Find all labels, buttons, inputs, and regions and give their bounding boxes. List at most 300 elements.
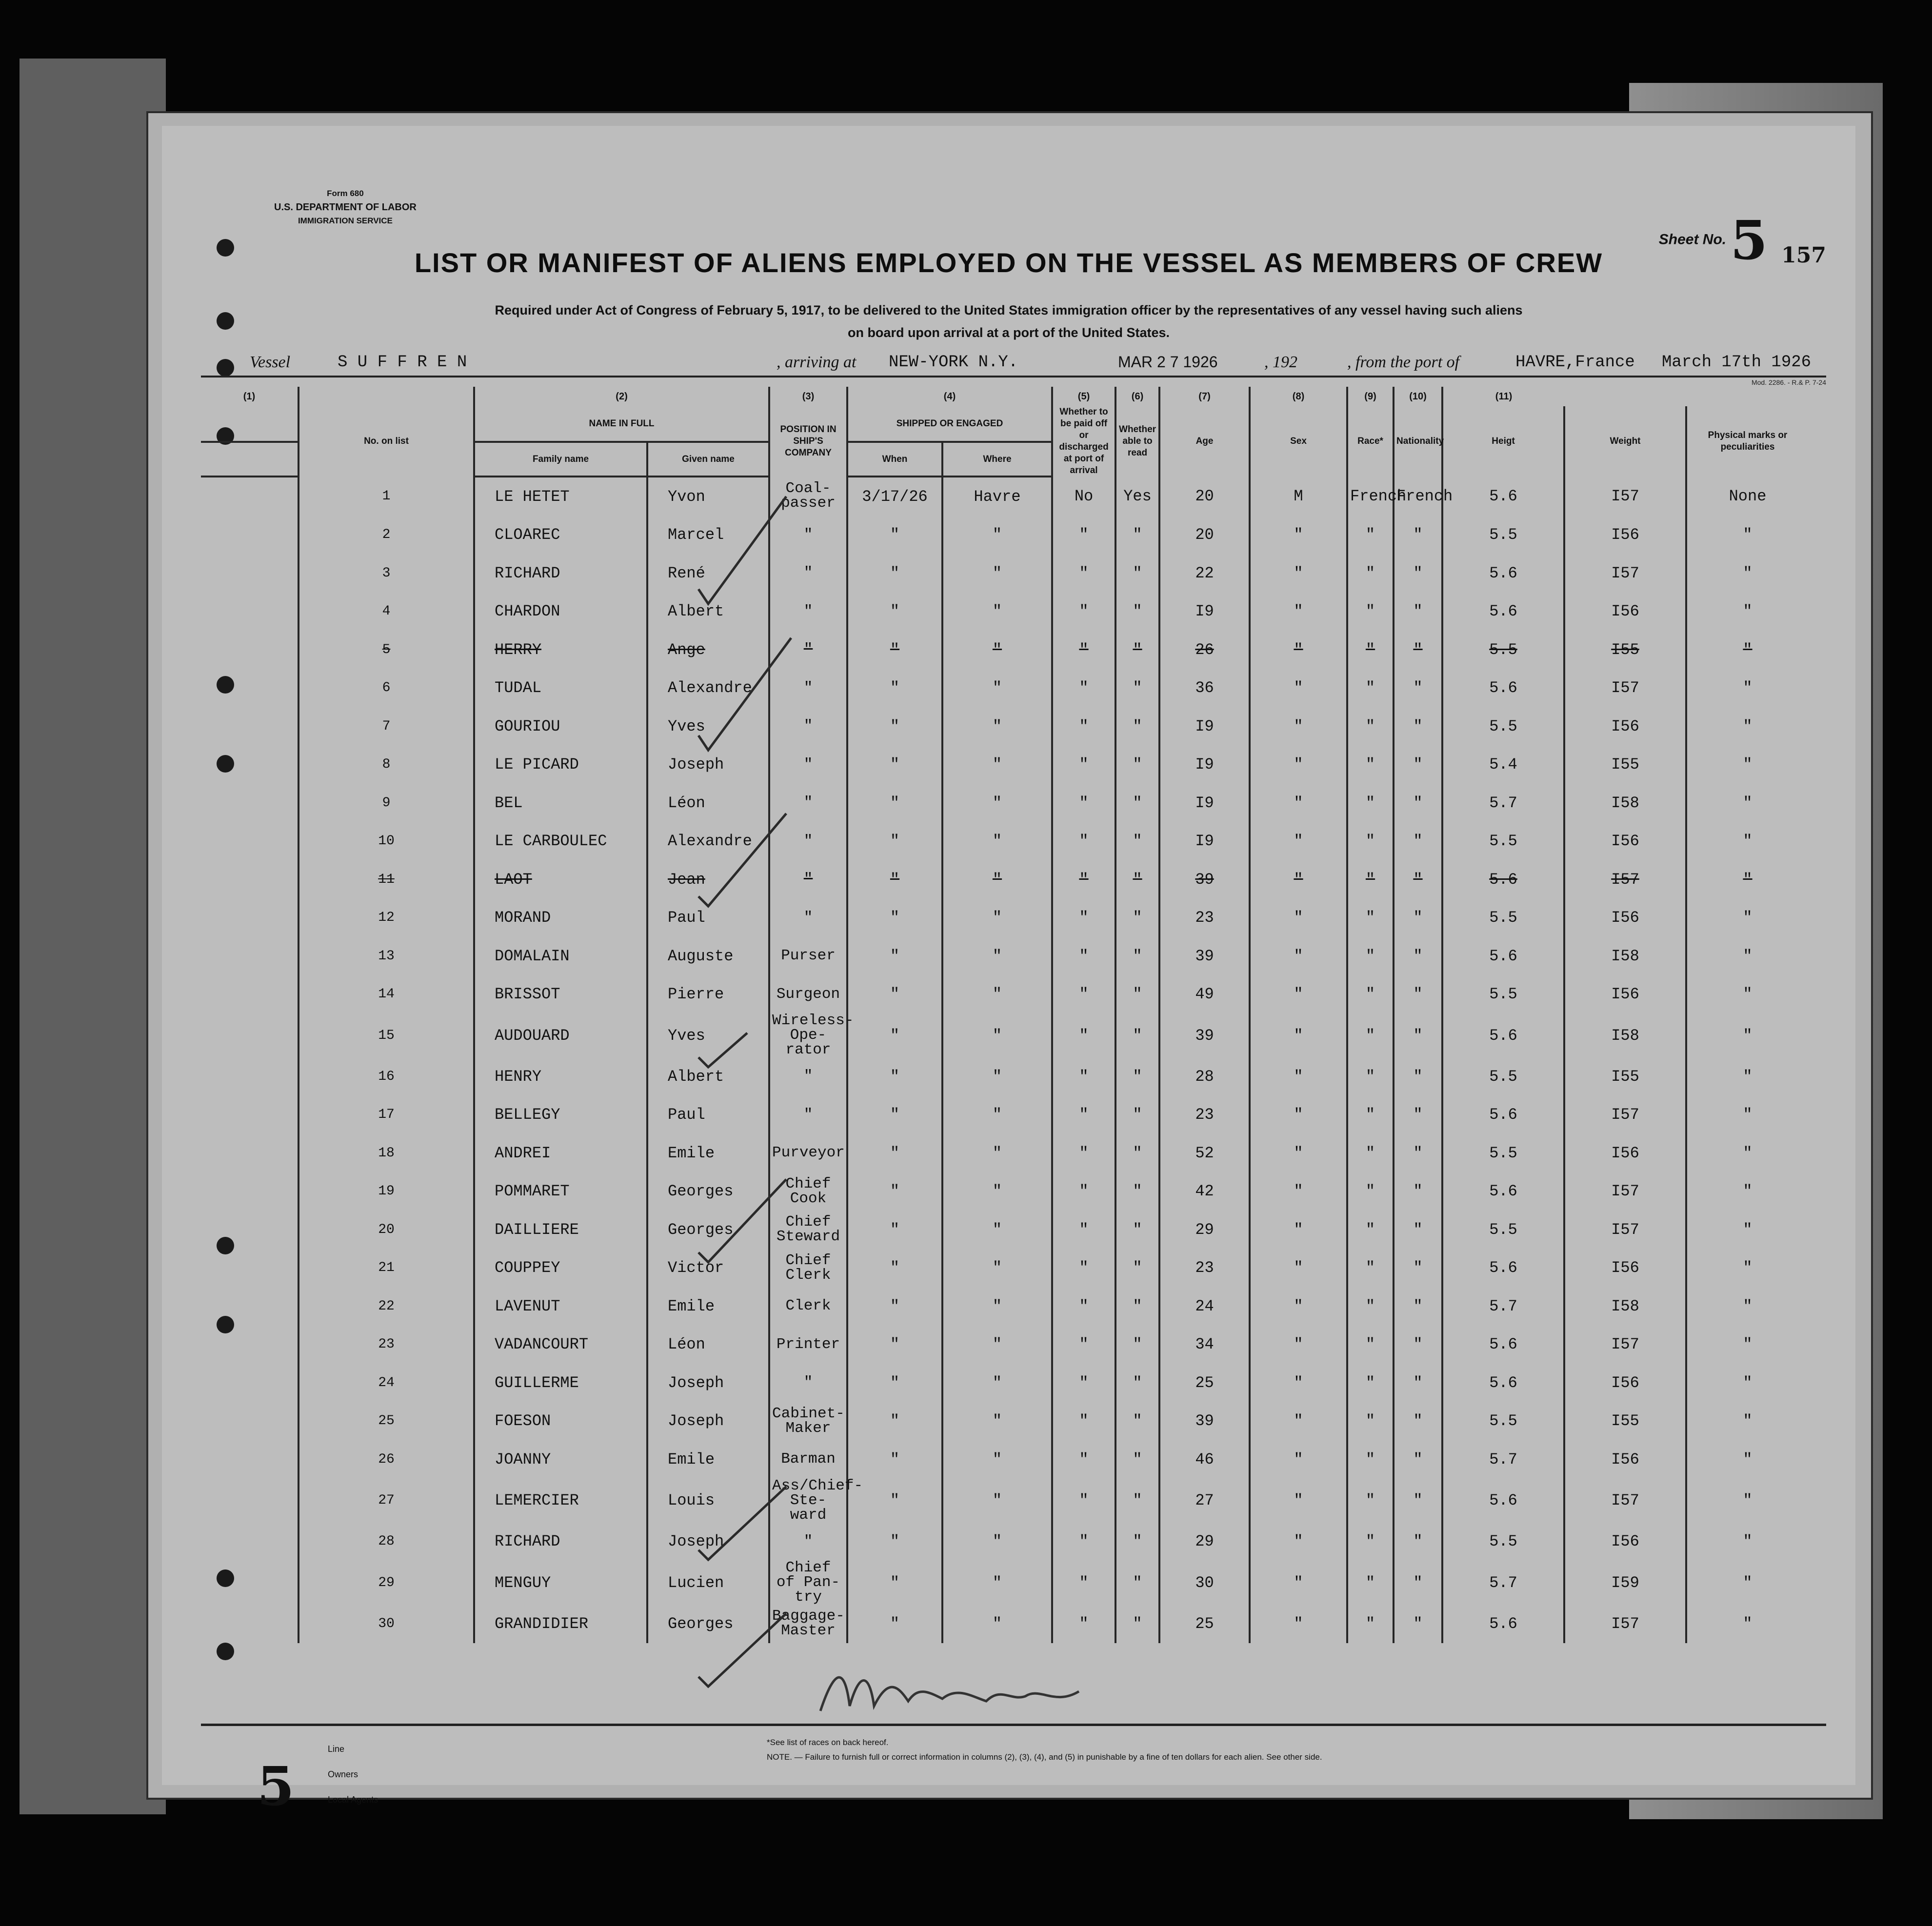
cell-marks: " [1686, 822, 1808, 861]
cell-sex: " [1250, 975, 1347, 1014]
year-label: , 192 [1264, 353, 1297, 371]
cell-nat: " [1394, 554, 1442, 593]
cell-height: 5.6 [1442, 477, 1564, 516]
cell-when: " [847, 1561, 942, 1605]
cell-age: 23 [1159, 1249, 1250, 1288]
cell-no: 17 [299, 1096, 474, 1134]
cell-no: 16 [299, 1057, 474, 1096]
cell-age: 39 [1159, 1402, 1250, 1441]
cell-sex: " [1250, 784, 1347, 822]
cell-sex: " [1250, 516, 1347, 555]
table-row [201, 516, 1808, 555]
cell-read: " [1115, 1364, 1159, 1402]
cell-no: 10 [299, 822, 474, 861]
table-row [201, 937, 1808, 975]
cell-race: " [1347, 554, 1394, 593]
cell-age: 22 [1159, 554, 1250, 593]
cell-weight: I58 [1564, 784, 1686, 822]
weight-heading: Weight [1564, 406, 1686, 477]
cell-given: Emile [647, 1287, 769, 1326]
table-row [201, 631, 1808, 669]
cell-read: " [1115, 1479, 1159, 1523]
cell-family: TUDAL [474, 669, 647, 708]
check-mark [698, 1613, 786, 1687]
cell-where: " [942, 899, 1052, 937]
marks-heading: Physical marks or peculiarities [1686, 406, 1808, 477]
footer-labels [328, 1736, 378, 1812]
table-row [201, 1326, 1808, 1364]
table-row [201, 1057, 1808, 1096]
age-heading: Age [1159, 406, 1250, 477]
department-name: U.S. DEPARTMENT OF LABOR [274, 202, 417, 213]
cell-nat: " [1394, 593, 1442, 631]
cell-marks: None [1686, 477, 1808, 516]
cell-margin [201, 1211, 299, 1249]
cell-read: " [1115, 746, 1159, 784]
cell-paid: " [1052, 1013, 1115, 1057]
cell-race: " [1347, 1211, 1394, 1249]
cell-when: " [847, 631, 942, 669]
table-row [201, 1561, 1808, 1605]
cell-race: " [1347, 1364, 1394, 1402]
cell-family: RICHARD [474, 1523, 647, 1561]
cell-sex: " [1250, 1287, 1347, 1326]
from-port: HAVRE,France [1515, 353, 1635, 372]
cell-where: " [942, 1096, 1052, 1134]
cell-height: 5.5 [1442, 975, 1564, 1014]
position-heading: POSITION IN SHIP'S COMPANY [769, 406, 847, 477]
cell-position: " [769, 554, 847, 593]
cell-marks: " [1686, 1249, 1808, 1288]
cell-age: I9 [1159, 593, 1250, 631]
cell-nat: " [1394, 707, 1442, 746]
cell-family: RICHARD [474, 554, 647, 593]
cell-when: " [847, 822, 942, 861]
cell-nat: " [1394, 899, 1442, 937]
cell-weight: I55 [1564, 746, 1686, 784]
cell-position: " [769, 860, 847, 899]
cell-height: 5.4 [1442, 746, 1564, 784]
cell-marks: " [1686, 1479, 1808, 1523]
cell-read: " [1115, 1057, 1159, 1096]
cell-position: " [769, 1364, 847, 1402]
cell-position: Printer [769, 1326, 847, 1364]
cell-race: " [1347, 516, 1394, 555]
cell-age: 25 [1159, 1364, 1250, 1402]
cell-age: I9 [1159, 822, 1250, 861]
cell-position: Coal-passer [769, 477, 847, 516]
cell-weight: I58 [1564, 1013, 1686, 1057]
table-row [201, 899, 1808, 937]
cell-height: 5.5 [1442, 822, 1564, 861]
cell-sex: " [1250, 1402, 1347, 1441]
cell-paid: " [1052, 669, 1115, 708]
table-row [201, 746, 1808, 784]
cell-margin [201, 1479, 299, 1523]
cell-paid: " [1052, 1287, 1115, 1326]
cell-when: " [847, 593, 942, 631]
cell-weight: I59 [1564, 1561, 1686, 1605]
nationality-heading: Nationality [1394, 406, 1442, 477]
cell-where: " [942, 1287, 1052, 1326]
no-on-list-heading: No. on list [299, 406, 474, 477]
cell-height: 5.7 [1442, 1440, 1564, 1479]
service-name: IMMIGRATION SERVICE [298, 216, 393, 225]
cell-height: 5.6 [1442, 554, 1564, 593]
cell-height: 5.6 [1442, 1096, 1564, 1134]
cell-paid: " [1052, 1172, 1115, 1211]
cell-sex: " [1250, 899, 1347, 937]
cell-given: Paul [647, 1096, 769, 1134]
cell-sex: " [1250, 1096, 1347, 1134]
cell-where: " [942, 1479, 1052, 1523]
cell-nat: " [1394, 631, 1442, 669]
cell-sex: " [1250, 1211, 1347, 1249]
cell-margin [201, 1605, 299, 1643]
cell-margin [201, 707, 299, 746]
punch-hole [217, 1643, 234, 1660]
cell-sex: " [1250, 1013, 1347, 1057]
cell-no: 20 [299, 1211, 474, 1249]
cell-sex: " [1250, 860, 1347, 899]
cell-race: " [1347, 593, 1394, 631]
cell-no: 9 [299, 784, 474, 822]
cell-read: Yes [1115, 477, 1159, 516]
table-row [201, 1364, 1808, 1402]
cell-height: 5.7 [1442, 1287, 1564, 1326]
cell-nat: " [1394, 784, 1442, 822]
cell-where: " [942, 669, 1052, 708]
check-mark [698, 1487, 786, 1560]
cell-age: 39 [1159, 937, 1250, 975]
cell-paid: " [1052, 1479, 1115, 1523]
cell-sex: " [1250, 746, 1347, 784]
cell-read: " [1115, 1402, 1159, 1441]
cell-read: " [1115, 899, 1159, 937]
cell-weight: I57 [1564, 860, 1686, 899]
cell-marks: " [1686, 1605, 1808, 1643]
cell-given: Yves [647, 1013, 769, 1057]
cell-sex: " [1250, 669, 1347, 708]
cell-marks: " [1686, 784, 1808, 822]
cell-when: " [847, 516, 942, 555]
cell-no: 26 [299, 1440, 474, 1479]
vessel-label: Vessel [250, 353, 291, 371]
cell-paid: " [1052, 516, 1115, 555]
cell-given: Léon [647, 784, 769, 822]
cell-position: Baggage-Master [769, 1605, 847, 1643]
col-num-6: (6) [1115, 387, 1159, 406]
cell-sex: " [1250, 1172, 1347, 1211]
cell-height: 5.6 [1442, 1364, 1564, 1402]
cell-no: 5 [299, 631, 474, 669]
cell-where: " [942, 1402, 1052, 1441]
cell-sex: " [1250, 1364, 1347, 1402]
cell-position: Chief of Pan-try [769, 1561, 847, 1605]
cell-race: " [1347, 669, 1394, 708]
margin-heading [201, 406, 299, 442]
cell-when: " [847, 860, 942, 899]
cell-where: " [942, 860, 1052, 899]
cell-when: " [847, 1211, 942, 1249]
cell-no: 7 [299, 707, 474, 746]
cell-no: 8 [299, 746, 474, 784]
cell-height: 5.6 [1442, 1479, 1564, 1523]
cell-paid: " [1052, 1605, 1115, 1643]
cell-margin [201, 937, 299, 975]
cell-where: " [942, 1134, 1052, 1172]
cell-position: " [769, 822, 847, 861]
cell-age: 23 [1159, 1096, 1250, 1134]
cell-sex: " [1250, 1326, 1347, 1364]
departure-date: March 17th 1926 [1662, 353, 1812, 372]
cell-position: Purveyor [769, 1134, 847, 1172]
cell-paid: " [1052, 822, 1115, 861]
cell-when: 3/17/26 [847, 477, 942, 516]
cell-race: " [1347, 1096, 1394, 1134]
cell-paid: " [1052, 784, 1115, 822]
cell-weight: I58 [1564, 937, 1686, 975]
cell-given: Georges [647, 1605, 769, 1643]
cell-height: 5.5 [1442, 707, 1564, 746]
cell-race: " [1347, 975, 1394, 1014]
column-number-row [201, 387, 1808, 406]
cell-sex: " [1250, 1057, 1347, 1096]
cell-paid: " [1052, 1561, 1115, 1605]
table-row [201, 707, 1808, 746]
table-row [201, 669, 1808, 708]
cell-read: " [1115, 669, 1159, 708]
cell-no: 23 [299, 1326, 474, 1364]
table-row [201, 1211, 1808, 1249]
cell-race: " [1347, 1287, 1394, 1326]
cell-family: BELLEGY [474, 1096, 647, 1134]
cell-height: 5.6 [1442, 1326, 1564, 1364]
cell-where: " [942, 1057, 1052, 1096]
cell-family: COUPPEY [474, 1249, 647, 1288]
cell-when: " [847, 1249, 942, 1288]
table-row [201, 1134, 1808, 1172]
cell-height: 5.6 [1442, 937, 1564, 975]
cell-position: " [769, 784, 847, 822]
col-num-8: (8) [1250, 387, 1347, 406]
column-heading-row [201, 406, 1808, 442]
table-row [201, 1440, 1808, 1479]
cell-when: " [847, 784, 942, 822]
cell-paid: " [1052, 554, 1115, 593]
cell-when: " [847, 1013, 942, 1057]
bottom-rule [201, 1724, 1826, 1726]
cell-race: " [1347, 899, 1394, 937]
cell-marks: " [1686, 860, 1808, 899]
cell-paid: " [1052, 1057, 1115, 1096]
table-row [201, 1249, 1808, 1288]
cell-where: " [942, 1172, 1052, 1211]
cell-age: 49 [1159, 975, 1250, 1014]
cell-marks: " [1686, 1096, 1808, 1134]
cell-marks: " [1686, 1172, 1808, 1211]
cell-sex: " [1250, 822, 1347, 861]
cell-paid: " [1052, 707, 1115, 746]
when-heading: When [847, 442, 942, 477]
cell-when: " [847, 1057, 942, 1096]
cell-age: 46 [1159, 1440, 1250, 1479]
cell-sex: " [1250, 593, 1347, 631]
cell-marks: " [1686, 1523, 1808, 1561]
cell-where: " [942, 937, 1052, 975]
cell-family: POMMARET [474, 1172, 647, 1211]
cell-paid: " [1052, 1326, 1115, 1364]
cell-no: 22 [299, 1287, 474, 1326]
cell-race: French [1347, 477, 1394, 516]
cell-read: " [1115, 975, 1159, 1014]
cell-position: Barman [769, 1440, 847, 1479]
col-num-5: (5) [1052, 387, 1115, 406]
height-heading: Heigt [1442, 406, 1564, 477]
cell-position: Purser [769, 937, 847, 975]
col-num-3: (3) [769, 387, 847, 406]
table-row [201, 477, 1808, 516]
penalty-note: NOTE. — Failure to furnish full or correct information in columns (2), (3), (4), and (5) in punishable by a fine of ten dollars for each alien. See other side. [767, 1752, 1322, 1762]
cell-family: ANDREI [474, 1134, 647, 1172]
cell-no: 28 [299, 1523, 474, 1561]
cell-given: Ange [647, 631, 769, 669]
cell-given: Georges [647, 1172, 769, 1211]
cell-family: LEMERCIER [474, 1479, 647, 1523]
given-name-heading: Given name [647, 442, 769, 477]
cell-read: " [1115, 937, 1159, 975]
cell-weight: I57 [1564, 1479, 1686, 1523]
table-row [201, 975, 1808, 1014]
cell-margin [201, 899, 299, 937]
cell-family: LE HETET [474, 477, 647, 516]
check-mark [698, 638, 791, 750]
cell-sex: " [1250, 1440, 1347, 1479]
table-row [201, 784, 1808, 822]
cell-where: " [942, 593, 1052, 631]
cell-where: " [942, 554, 1052, 593]
cell-when: " [847, 707, 942, 746]
cell-family: HENRY [474, 1057, 647, 1096]
cell-family: MORAND [474, 899, 647, 937]
inspector-signature [816, 1657, 1089, 1730]
page-number: 157 [1781, 243, 1826, 268]
cell-weight: I57 [1564, 1605, 1686, 1643]
cell-paid: " [1052, 593, 1115, 631]
cell-where: " [942, 1440, 1052, 1479]
cell-read: " [1115, 1249, 1159, 1288]
cell-when: " [847, 1134, 942, 1172]
cell-weight: I58 [1564, 1287, 1686, 1326]
cell-read: " [1115, 1172, 1159, 1211]
cell-race: " [1347, 1605, 1394, 1643]
cell-marks: " [1686, 1561, 1808, 1605]
sheet-number: 5 [1730, 209, 1768, 272]
cell-paid: " [1052, 975, 1115, 1014]
cell-sex: " [1250, 1134, 1347, 1172]
cell-when: " [847, 937, 942, 975]
cell-family: DAILLIERE [474, 1211, 647, 1249]
cell-age: 34 [1159, 1326, 1250, 1364]
cell-nat: " [1394, 822, 1442, 861]
cell-race: " [1347, 1172, 1394, 1211]
cell-position: Wireless-Ope-rator [769, 1013, 847, 1057]
vessel-line [201, 350, 1826, 377]
cell-position: Ass/Chief-Ste-ward [769, 1479, 847, 1523]
cell-no: 18 [299, 1134, 474, 1172]
cell-weight: I56 [1564, 707, 1686, 746]
cell-paid: " [1052, 1440, 1115, 1479]
cell-race: " [1347, 1326, 1394, 1364]
cell-where: " [942, 1364, 1052, 1402]
cell-age: 39 [1159, 1013, 1250, 1057]
cell-weight: I56 [1564, 1134, 1686, 1172]
cell-position: " [769, 631, 847, 669]
cell-marks: " [1686, 1057, 1808, 1096]
cell-read: " [1115, 1096, 1159, 1134]
cell-family: JOANNY [474, 1440, 647, 1479]
cell-race: " [1347, 1561, 1394, 1605]
cell-sex: " [1250, 1561, 1347, 1605]
cell-no: 2 [299, 516, 474, 555]
cell-where: " [942, 1523, 1052, 1561]
signature-stroke [820, 1677, 1079, 1711]
cell-age: 24 [1159, 1287, 1250, 1326]
cell-weight: I57 [1564, 554, 1686, 593]
cell-family: LE PICARD [474, 746, 647, 784]
underlying-page-left [20, 59, 166, 1814]
cell-position: " [769, 669, 847, 708]
cell-paid: " [1052, 1402, 1115, 1441]
cell-height: 5.5 [1442, 1523, 1564, 1561]
sheet-number-label: Sheet No. [1658, 231, 1727, 248]
cell-sex: " [1250, 1479, 1347, 1523]
cell-family: GUILLERME [474, 1364, 647, 1402]
cell-weight: I57 [1564, 477, 1686, 516]
cell-given: Emile [647, 1134, 769, 1172]
cell-no: 4 [299, 593, 474, 631]
cell-age: 29 [1159, 1211, 1250, 1249]
cell-weight: I56 [1564, 975, 1686, 1014]
cell-when: " [847, 1096, 942, 1134]
cell-nat: " [1394, 1249, 1442, 1288]
cell-paid: " [1052, 1364, 1115, 1402]
cell-margin [201, 1364, 299, 1402]
cell-where: " [942, 707, 1052, 746]
cell-age: I9 [1159, 746, 1250, 784]
cell-paid: " [1052, 1249, 1115, 1288]
cell-nat: " [1394, 1172, 1442, 1211]
cell-weight: I57 [1564, 1326, 1686, 1364]
cell-family: BEL [474, 784, 647, 822]
col-num-11: (11) [1442, 387, 1564, 406]
cell-height: 5.6 [1442, 1013, 1564, 1057]
cell-margin [201, 1172, 299, 1211]
cell-family: GOURIOU [474, 707, 647, 746]
check-mark [698, 1033, 747, 1067]
cell-given: Lucien [647, 1561, 769, 1605]
cell-age: 27 [1159, 1479, 1250, 1523]
cell-given: Joseph [647, 1364, 769, 1402]
cell-marks: " [1686, 1013, 1808, 1057]
cell-weight: I56 [1564, 899, 1686, 937]
cell-family: CLOAREC [474, 516, 647, 555]
cell-read: " [1115, 1211, 1159, 1249]
cell-nat: " [1394, 1326, 1442, 1364]
cell-no: 13 [299, 937, 474, 975]
manifest-form [162, 126, 1855, 1818]
cell-marks: " [1686, 1287, 1808, 1326]
